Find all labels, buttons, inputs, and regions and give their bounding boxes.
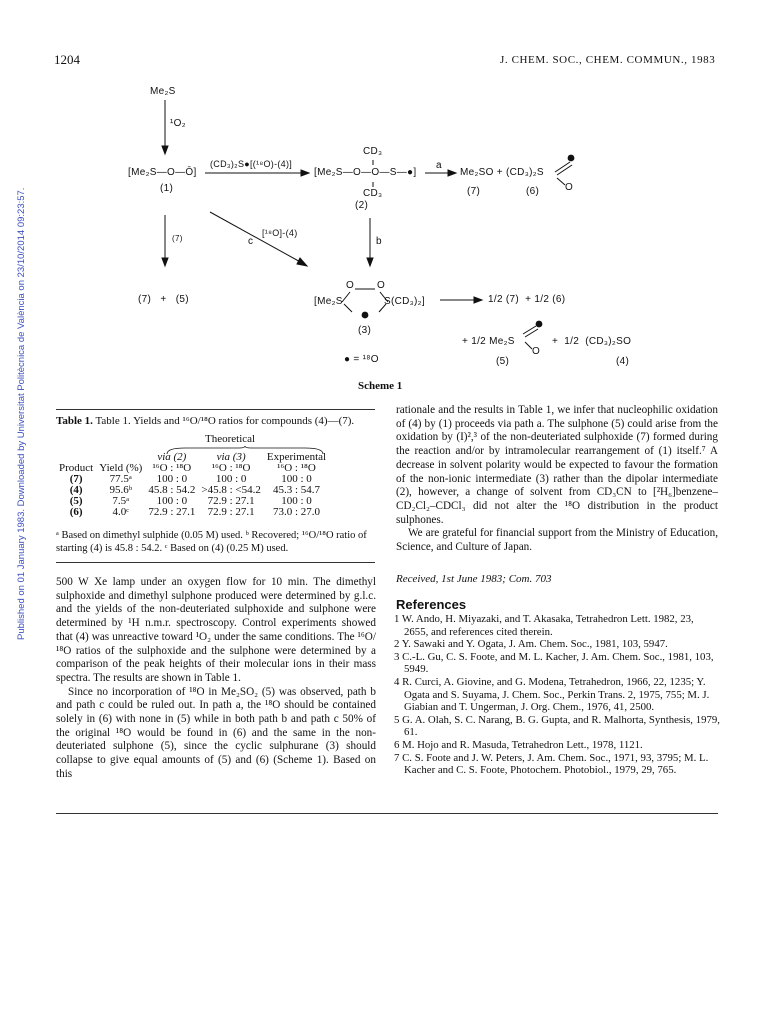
reference-item: 1 W. Ando, H. Miyazaki, and T. Akasaka, Tetrahedron Lett. 1982, 23, 2655, and references cited therein. bbox=[394, 613, 694, 638]
ring-o-right: O bbox=[377, 280, 386, 291]
ratio-header: ¹⁶O : ¹⁸O bbox=[277, 462, 316, 474]
path-c-reagent: [¹⁸O]-(4) bbox=[262, 228, 298, 238]
cell-product: (5) bbox=[69, 495, 83, 507]
reference-item: 7 C. S. Foote and J. W. Peters, J. Am. Chem. Soc., 1971, 93, 3795; M. L. Kacher and C. S. Foote, Photochem. Photobiol., 1979, 29, 765. bbox=[394, 751, 709, 777]
scheme-arrows bbox=[0, 0, 773, 400]
label-4: (4) bbox=[616, 356, 630, 367]
references-list bbox=[388, 613, 720, 777]
received-text: Received, 1st June 1983; Com. 703 bbox=[396, 573, 552, 585]
left-paragraph-1: 500 W Xe lamp under an oxygen flow for 10 min. The dimethyl sulphoxide and dimethyl sulphone produced were determined by g.l.c. and the yields of the non-deuteriated sulphoxide and sulphone were determined by ¹H n.m.r. spectroscopy. Control experiments showed that (4) was unreactive toward ¹O₂ under the same conditions. The ¹⁶O/¹⁸O ratios of the sulphoxide and the sulphone were determined by a comparison of the peak heights of their molecular ions in their mass spectra. The results are shown in Table 1. bbox=[56, 576, 376, 684]
legend-18o: ● = ¹⁸O bbox=[344, 354, 379, 365]
table-caption: Table 1. Table 1. Yields and ¹⁶O/¹⁸O ratios for compounds (4)—(7). bbox=[56, 415, 355, 427]
cell-yield: 77.5ᵃ bbox=[109, 473, 132, 485]
col-via2: via (2) bbox=[157, 451, 187, 463]
me2s-top: Me₂S bbox=[150, 86, 176, 97]
cell-via3: >45.8 : <54.2 bbox=[201, 484, 261, 496]
table-footnote: ᵃ Based on dimethyl sulphide (0.05 M) used. ᵇ Recovered; ¹⁶O/¹⁸O ratio of starting (4) is 45.8 : 54.2. ᶜ Based on (4) (0.25 M) used. bbox=[56, 530, 367, 554]
persulfoxide-1: [Me₂S—O—Ō] bbox=[128, 167, 197, 178]
right-paragraph-1: rationale and the results in Table 1, we infer that nucleophilic oxidation of (4) by (1) proceeds via path a. The sulphone (5) could arise from the oxidation by (I)²,³ of the non-deuteriated sulphoxide (7) formed during the reaction and/or by intramolecular rearrangement of (1) itself.⁷ A decrease in solvent polarity would be expected to favour the formation of the non-ionic intermediate (3) rather than the dipolar intermediate (2), however, a change of solvent from CD₃CN to [²H₆]benzene–CD₂Cl₂–CDCl₃ did not alter the ¹⁸O distribution in the product sulphones. bbox=[396, 404, 718, 526]
cell-exp: 100 : 0 bbox=[281, 495, 312, 507]
cell-via2: 100 : 0 bbox=[156, 473, 188, 485]
label-7-left: (7) bbox=[172, 234, 183, 243]
cell-yield: 95.6ᵇ bbox=[109, 484, 133, 496]
table-top-rule bbox=[56, 409, 375, 410]
label-2: (2) bbox=[355, 200, 369, 211]
col-exp: Experimental bbox=[266, 451, 327, 463]
page-bottom-rule bbox=[56, 813, 718, 814]
cell-product: (4) bbox=[69, 484, 83, 496]
cyclic-left: [Me₂S bbox=[314, 296, 343, 307]
path-a: a bbox=[436, 160, 442, 171]
label-5: (5) bbox=[496, 356, 510, 367]
label-7-top: (7) bbox=[467, 186, 481, 197]
received-line bbox=[396, 573, 551, 585]
download-watermark-text[interactable]: Published on 01 January 1983. Downloaded by Universitat Politècnica de València on 23/10/2014 09:23:57. bbox=[16, 187, 27, 640]
reference-item: 3 C.-L. Gu, C. S. Foote, and M. L. Kacher, J. Am. Chem. Soc., 1981, 103, 5949. bbox=[394, 650, 714, 676]
col-product: Product bbox=[59, 462, 94, 474]
label-1: (1) bbox=[160, 183, 174, 194]
cd3-bottom: CD₃ bbox=[363, 188, 383, 199]
cell-via3: 72.9 : 27.1 bbox=[207, 506, 255, 518]
right-paragraph-2: We are grateful for financial support from the Ministry of Education, Science, and Culture of Japan. bbox=[396, 527, 718, 554]
o-label-6: O bbox=[565, 182, 574, 193]
reference-item: 5 G. A. Olah, S. C. Narang, B. G. Gupta, and R. Malhorta, Synthesis, 1979, 61. bbox=[394, 713, 720, 739]
cell-via2: 72.9 : 27.1 bbox=[148, 506, 196, 518]
intermediate-2: [Me₂S—O—O—S—●] bbox=[314, 167, 417, 178]
reference-item: 2 Y. Sawaki and Y. Ogata, J. Am. Chem. Soc., 1981, 103, 5947. bbox=[394, 638, 668, 651]
products-left: (7) + (5) bbox=[138, 294, 189, 305]
cell-via3: 72.9 : 27.1 bbox=[207, 495, 255, 507]
products-a: Me₂SO + (CD₃)₂S bbox=[460, 167, 544, 178]
page-number: 1204 bbox=[54, 52, 80, 67]
table-bottom-rule bbox=[56, 562, 375, 563]
cell-via2: 45.8 : 54.2 bbox=[148, 484, 196, 496]
singlet-oxygen-label: ¹O₂ bbox=[170, 118, 186, 129]
path-b: b bbox=[376, 236, 382, 247]
o-label-5: O bbox=[532, 346, 541, 357]
cell-yield: 7.5ᵃ bbox=[112, 495, 130, 507]
reference-item: 4 R. Curci, A. Giovine, and G. Modena, Tetrahedron, 1966, 22, 1235; Y. Ogata and S. Suyama, J. Chem. Soc., Perkin Trans. 2, 1975, 755; M. J. Giabian and T. Ungerman, J. Org. Chem., 1976, 41, 2500. bbox=[394, 675, 710, 714]
cell-yield: 4.0ᶜ bbox=[112, 506, 130, 518]
ratio-header: ¹⁶O : ¹⁸O bbox=[211, 462, 251, 474]
scheme-1 bbox=[0, 0, 773, 400]
col-via3: via (3) bbox=[216, 451, 246, 463]
ratio-header: ¹⁶O : ¹⁸O bbox=[152, 462, 192, 474]
path-c: c bbox=[248, 236, 254, 247]
cyclic-right: S(CD₃)₂] bbox=[384, 296, 425, 307]
products-b2-left: + 1/2 Me₂S bbox=[462, 336, 515, 347]
journal-header: J. CHEM. SOC., CHEM. COMMUN., 1983 bbox=[500, 54, 716, 66]
table-row bbox=[56, 507, 329, 518]
results-table bbox=[56, 452, 329, 518]
references-heading: References bbox=[396, 597, 467, 612]
label-3: (3) bbox=[358, 325, 372, 336]
table-theoretical: Theoretical bbox=[205, 433, 256, 445]
cell-via2: 100 : 0 bbox=[156, 495, 188, 507]
reagent-4: (CD₃)₂S●[(¹⁸O)-(4)] bbox=[210, 159, 293, 169]
ring-o-left: O bbox=[346, 280, 355, 291]
left-column-body bbox=[56, 576, 376, 782]
right-column-body bbox=[396, 404, 718, 555]
cell-product: (6) bbox=[69, 506, 83, 518]
products-b1: 1/2 (7) + 1/2 (6) bbox=[488, 294, 566, 305]
results-table-wrap bbox=[56, 452, 329, 518]
col-yield: Yield (%) bbox=[99, 462, 143, 474]
label-6: (6) bbox=[526, 186, 540, 197]
cd3-top: CD₃ bbox=[363, 146, 383, 157]
cell-via3: 100 : 0 bbox=[215, 473, 247, 485]
reference-item: 6 M. Hojo and R. Masuda, Tetrahedron Lett., 1978, 1121. bbox=[394, 738, 643, 751]
table-caption-text: Table 1. Yields and ¹⁶O/¹⁸O ratios for compounds (4)—(7). bbox=[95, 415, 355, 427]
cell-exp: 100 : 0 bbox=[281, 473, 312, 485]
cell-exp: 45.3 : 54.7 bbox=[272, 484, 320, 496]
left-paragraph-2: Since no incorporation of ¹⁸O in Me₂SO₂ (5) was observed, path b and path c could be ruled out. In path a, the ¹⁸O should be contained solely in (6) with none in (5) while in both path b and path c 50% of the original ¹⁸O would be found in (6) and the same in the non-deuteriated sulphone (5), since the cyclic sulphurane (3) should collapse to give equal amounts of (5) and (6) (Scheme 1). Based on this bbox=[56, 685, 376, 780]
cell-exp: 73.0 : 27.0 bbox=[272, 506, 320, 518]
scheme-caption: Scheme 1 bbox=[358, 380, 403, 392]
products-b2-right: + 1/2 (CD₃)₂SO bbox=[552, 336, 632, 347]
cell-product: (7) bbox=[69, 473, 83, 485]
